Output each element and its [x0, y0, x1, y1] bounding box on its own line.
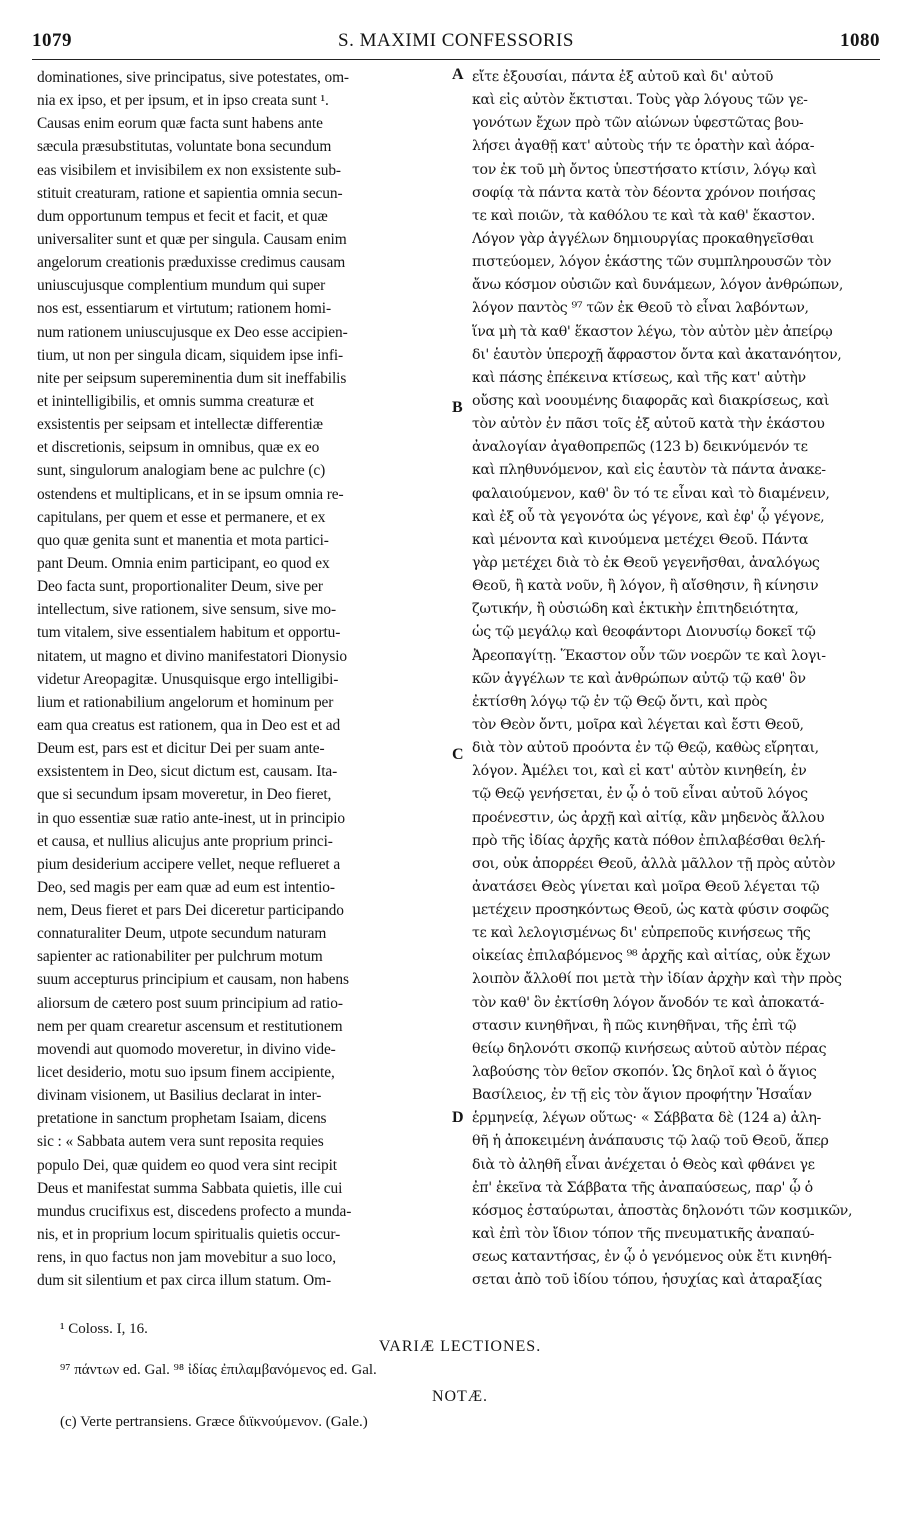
text-line: populo Dei, quæ quidem eo quod vera sint recipit — [37, 1156, 337, 1174]
text-line: sunt, singulorum analogiam bene ac pulchre (c) — [37, 462, 326, 480]
text-line: ζωτικήν, ἢ οὐσιώδη καὶ ἑκτικὴν ἐπιτηδειότητα, — [472, 601, 799, 618]
text-line: ἀναλογίαν ἀγαθοπρεπῶς (123 b) δεικνύμενόν τε — [472, 439, 808, 456]
text-line: et causa, et nullius alicujus ante proprium princi- — [37, 832, 333, 850]
text-line: σεται ἀπὸ τοῦ ἰδίου τόπου, ἡσυχίας καὶ ἀταραξίας — [472, 1272, 822, 1289]
variae-lectiones: ⁹⁷ πάντων ed. Gal. ⁹⁸ ἰδίας ἐπιλαμβανόμενος ed. Gal. — [60, 1362, 377, 1378]
latin-column — [37, 66, 449, 1292]
text-line: eam qua creatus est rationem, qua in Deo est et ad — [37, 716, 341, 734]
text-line: σεως καταντήσας, ἐν ᾧ ὁ γενόμενος οὐκ ἔτι κινηθή- — [472, 1249, 832, 1266]
text-line: στασιν κινηθῆναι, ἢ πῶς κινηθῆναι, τῆς ἐπὶ τῷ — [472, 1017, 797, 1034]
text-line: κόσμος ἐσταύρωται, ἀποστὰς δηλονότι τῶν κοσμικῶν, — [472, 1202, 853, 1219]
text-line: ἵνα μὴ τὰ καθ' ἕκαστον λέγω, τὸν αὐτὸν μὲν ἀπείρῳ — [472, 323, 833, 340]
text-line: eas visibilem et invisibilem ex non exsistente sub- — [37, 161, 341, 179]
text-line: καὶ πληθυνόμενον, καὶ εἰς ἑαυτὸν τὰ πάντα ἀνακε- — [472, 462, 826, 479]
text-line: nos est, essentiarum et virtutum; rationem homi- — [37, 300, 331, 318]
text-line: τὸν Θεὸν ὄντι, μοῖρα καὶ λέγεται καὶ ἔστι Θεοῦ, — [472, 716, 804, 733]
text-line: nia ex ipso, et per ipsum, et in ipso creata sunt ¹. — [37, 92, 329, 110]
text-line: et discretionis, seipsum in omnibus, quæ ex eo — [37, 439, 320, 457]
text-line: καὶ πάσης ἐπέκεινα κτίσεως, καὶ τῆς κατ' αὐτὴν — [472, 369, 806, 386]
text-line: nem per quam crearetur ascensum et restitutionem — [37, 1017, 343, 1035]
text-line: Deo facta sunt, proportionaliter Deum, sive per — [37, 578, 323, 596]
text-line: οὔσης καὶ νοουμένης διαφορᾶς καὶ διακρίσεως, καὶ — [472, 392, 830, 409]
text-line: exsistentem in Deo, sicut dictum est, causam. Ita- — [37, 763, 338, 781]
section-marker: D — [452, 1109, 464, 1126]
text-line: ὡς τῷ μεγάλῳ καὶ θεοφάντορι Διονυσίῳ δοκεῖ τῷ — [472, 624, 816, 641]
text-line: capitulans, per quem et esse et permanere, et ex — [37, 508, 326, 526]
text-line: φαλαιούμενον, καθ' ὃν τό τε εἶναι καὶ τὸ διαμένειν, — [472, 485, 830, 502]
text-line: divinam visionem, ut Basilius declarat in inter- — [37, 1087, 322, 1105]
section-marker: B — [452, 399, 463, 416]
text-line: καὶ μένοντα καὶ κινούμενα μετέχει Θεοῦ. Πάντα — [472, 531, 809, 548]
text-line: Deus et manifestat summa Sabbata quietis, ille cui — [37, 1179, 343, 1197]
text-line: διὰ τὸ ἀληθῆ εἶναι ἀνέχεται ὁ Θεὸς καὶ φθάνει γε — [472, 1156, 815, 1173]
text-line: σοι, οὐκ ἀπορρέει Θεοῦ, ἀλλὰ μᾶλλον τῇ πρὸς αὐτὸν — [472, 855, 836, 872]
greek-column — [472, 66, 882, 1292]
text-line: in quo essentiæ suæ ratio ante-inest, ut in principio — [37, 809, 346, 827]
section-marker: A — [452, 66, 464, 83]
page-header — [32, 30, 880, 58]
text-line: πρὸ τῆς ἰδίας ἀρχῆς κατὰ πόθον ἐπιλαβέσθαι θελή- — [472, 832, 826, 849]
text-line: Ἀρεοπαγίτῃ. Ἕκαστον οὖν τῶν νοερῶν τε καὶ λογι- — [472, 647, 826, 664]
text-line: dum opportunum tempus et fecit et facit, et quæ — [37, 207, 328, 225]
variae-lectiones-title: VARIÆ LECTIONES. — [378, 1338, 542, 1355]
text-line: θείῳ δηλονότι σκοπῷ κινήσεως αὐτοῦ αὐτὸν πέρας — [472, 1040, 827, 1057]
text-line: suum accepturus principium et causam, non habens — [37, 971, 349, 989]
text-line: γὰρ μετέχει διὰ τὸ ἐκ Θεοῦ γεγενῆσθαι, ἀναλόγως — [472, 554, 820, 571]
text-line: stituit creaturam, ratione et sapientia omnia secun- — [37, 184, 343, 202]
text-line: ἐπ' ἐκεῖνα τὰ Σάββατα τῆς ἀναπαύσεως, παρ' ᾧ ὁ — [472, 1179, 813, 1196]
text-line: mundus crucifixus est, discedens profecto a munda- — [37, 1202, 352, 1220]
text-line: et inintelligibilis, et omnis summa creaturæ et — [37, 392, 314, 410]
text-line: que si secundum ipsam moveretur, in Deo fieret, — [37, 786, 332, 804]
text-line: οἰκείας ἐπιλαβόμενος ⁹⁸ ἀρχῆς καὶ αἰτίας, οὐκ ἔχων — [472, 948, 831, 965]
text-line: universaliter sunt et quæ per singula. Causam enim — [37, 230, 347, 248]
text-line: διὰ τὸν αὐτοῦ προόντα ἐν τῷ Θεῷ, καθὼς εἴρηται, — [472, 740, 819, 757]
text-line: nite per seipsum supereminentia dum sit ineffabilis — [37, 369, 347, 387]
text-line: τὸν αὐτὸν ἐν πᾶσι τοῖς ἐξ αὐτοῦ κατὰ τὴν ἑκάστου — [472, 416, 825, 433]
text-line: λήσει ἀγαθῇ κατ' αὐτοὺς τήν τε ὁρατὴν καὶ ἀόρα- — [472, 138, 815, 155]
text-line: tium, ut non per singula dicam, siquidem ipse infi- — [37, 346, 344, 364]
text-line: τε καὶ ποιῶν, τὰ καθόλου τε καὶ τὰ καθ' ἕκαστον. — [472, 207, 816, 224]
text-line: sæcula præsubstitutas, voluntate bona secundum — [37, 138, 332, 156]
text-line: ἄνω κόσμον οὐσιῶν καὶ δυνάμεων, λόγον ἀνθρώπων, — [472, 277, 843, 294]
column-number-right: 1080 — [840, 30, 880, 51]
text-line: τῷ Θεῷ γενήσεται, ἐν ᾧ ὁ τοῦ εἶναι αὐτοῦ λόγος — [472, 786, 808, 803]
running-title: S. MAXIMI CONFESSORIS — [338, 30, 574, 51]
text-line: καὶ ἐπὶ τὸν ἴδιον τόπον τῆς πνευματικῆς ἀναπαύ- — [472, 1226, 815, 1243]
text-line: δι' ἑαυτὸν ὑπεροχῇ ἄφραστον ὄντα καὶ ἀκατανόητον, — [472, 346, 842, 363]
text-line: num rationem uniuscujusque ex Deo esse accipien- — [37, 323, 348, 341]
text-line: Deo, sed magis per eam quæ ad eum est intentio- — [37, 878, 335, 896]
text-line: θῆ ἡ ἀποκειμένη ἀνάπαυσις τῷ λαῷ τοῦ Θεοῦ, ἅπερ — [472, 1133, 829, 1150]
text-line: μετέχειν προσηκόντως Θεοῦ, ὡς κατὰ φύσιν σοφῶς — [472, 902, 829, 919]
text-line: tum vitalem, sive essentialem habitum et opportu- — [37, 624, 341, 642]
text-line: λοιπὸν ἄλλοθί ποι μετὰ τὴν ἰδίαν ἀρχὴν καὶ τὴν πρὸς — [472, 971, 842, 988]
notae-title: NOTÆ. — [431, 1388, 489, 1405]
text-line: sapienter ac rationabiliter per pulchrum motum — [37, 948, 323, 966]
text-line: πιστεύομεν, λόγον ἑκάστης τῶν συμπληρουσῶν τὸν — [472, 254, 832, 271]
text-line: ostendens et multiplicans, et in se ipsum omnia re- — [37, 485, 344, 503]
text-line: λόγον. Ἀμέλει τοι, καὶ εἰ κατ' αὐτὸν κινηθείη, ἐν — [472, 763, 807, 780]
text-line: εἴτε ἐξουσίαι, πάντα ἐξ αὐτοῦ καὶ δι' αὐτοῦ — [472, 69, 773, 85]
text-line: rens, in quo factus non jam movebitur a suo loco, — [37, 1249, 337, 1267]
text-line: Deum est, pars est et dicitur Dei per suam ante- — [37, 740, 325, 758]
text-line: lium et rationabilium angelorum et hominum per — [37, 693, 334, 711]
header-rule — [32, 59, 880, 60]
text-line: ἑρμηνείᾳ, λέγων οὕτως· « Σάββατα δὲ (124 a) ἀλη- — [472, 1110, 821, 1127]
text-line: pretatione in sanctum prophetam Isaiam, dicens — [37, 1110, 327, 1128]
text-line: λαβούσης τὸν θεῖον σκοπόν. Ὡς δηλοῖ καὶ ὁ ἅγιος — [472, 1064, 817, 1081]
text-line: λόγον παντὸς ⁹⁷ τῶν ἐκ Θεοῦ τὸ εἶναι λαβόντων, — [472, 300, 809, 317]
text-line: nis, et in proprium locum spiritualis quietis occur- — [37, 1226, 341, 1244]
text-line: pant Deum. Omnia enim participant, eo quod ex — [37, 554, 330, 572]
text-line: nitatem, ut magno et divino manifestatori Dionysio — [37, 647, 348, 665]
nota: (c) Verte pertransiens. Græce διϊκνούμενον. (Gale.) — [60, 1414, 368, 1430]
text-line: dominationes, sive principatus, sive potestates, om- — [37, 69, 349, 86]
text-line: exsistentis per seipsam et intellectæ differentiæ — [37, 416, 323, 434]
text-line: connaturaliter Deum, utpote secundum naturam — [37, 925, 327, 943]
text-line: dum sit silentium et pax circa illum statum. Om- — [37, 1272, 331, 1290]
text-line: videtur Areopagitæ. Unusquisque ergo intelligibi- — [37, 670, 339, 688]
text-line: ἀνατάσει Θεὸς γίνεται καὶ μοῖρα Θεοῦ λέγεται τῷ — [472, 878, 820, 895]
text-line: ἐκτίσθη λόγῳ τῷ ἐν τῷ Θεῷ ὄντι, καὶ πρὸς — [472, 693, 768, 710]
text-line: τον ἐκ τοῦ μὴ ὄντος ὑπεστήσατο κτίσιν, λόγῳ καὶ — [472, 161, 817, 178]
text-line: licet desiderio, motu suo ipsum finem accipiente, — [37, 1064, 335, 1082]
text-line: aliorsum de cætero post suum principium ad ratio- — [37, 994, 343, 1012]
text-line: intellectum, sive rationem, sive sensum, sive mo- — [37, 601, 337, 619]
text-line: Causas enim eorum quæ facta sunt habens ante — [37, 115, 323, 133]
text-line: angelorum creationis præduxisse credimus causam — [37, 254, 346, 272]
text-line: uniuscujusque complentium mundum qui super — [37, 277, 326, 295]
text-line: Βασίλειος, ἐν τῇ εἰς τὸν ἅγιον προφήτην Ἡσαΐαν — [472, 1087, 812, 1104]
text-line: κῶν ἀγγέλων τε καὶ ἀνθρώπων αὐτῷ τῷ καθ' ὃν — [472, 670, 806, 687]
text-line: τε καὶ λελογισμένως δι' εὐπρεποῦς κινήσεως τῆς — [472, 925, 811, 942]
text-line: sic : « Sabbata autem vera sunt reposita requies — [37, 1133, 324, 1151]
text-line: σοφίᾳ τὰ πάντα κατὰ τὸν δέοντα χρόνον ποιήσας — [472, 184, 816, 201]
text-line: καὶ ἐξ οὗ τὰ γεγονότα ὡς γέγονε, καὶ ἐφ' ᾧ γέγονε, — [472, 508, 825, 525]
text-line: nem, Deus fieret et pars Dei diceretur participando — [37, 902, 344, 920]
text-line: καὶ εἰς αὐτὸν ἔκτισται. Τοὺς γὰρ λόγους τῶν γε- — [472, 92, 808, 109]
text-line: προένεστιν, ὡς ἀρχῇ καὶ αἰτίᾳ, κἂν μηδενὸς ἄλλου — [472, 809, 825, 826]
section-marker: C — [452, 746, 464, 763]
text-line: movendi aut quomodo moveretur, in divino vide- — [37, 1040, 336, 1058]
text-line: Θεοῦ, ἢ κατὰ νοῦν, ἢ λόγον, ἢ αἴσθησιν, ἢ κίνησιν — [472, 578, 819, 595]
footnote: ¹ Coloss. I, 16. — [60, 1321, 148, 1337]
text-line: τὸν καθ' ὃν ἐκτίσθη λόγον ἄνοδόν τε καὶ ἀποκατά- — [472, 994, 824, 1011]
column-number-left: 1079 — [32, 30, 72, 51]
text-line: quo quæ genita sunt et manentia et mota partici- — [37, 531, 329, 549]
text-line: pium desiderium accipere vellet, neque reflueret a — [37, 855, 341, 873]
text-line: γονότων ἔχων πρὸ τῶν αἰώνων ὑφεστῶτας βου- — [472, 115, 804, 132]
text-line: Λόγον γὰρ ἀγγέλων δημιουργίας προκαθηγεῖσθαι — [472, 230, 814, 247]
